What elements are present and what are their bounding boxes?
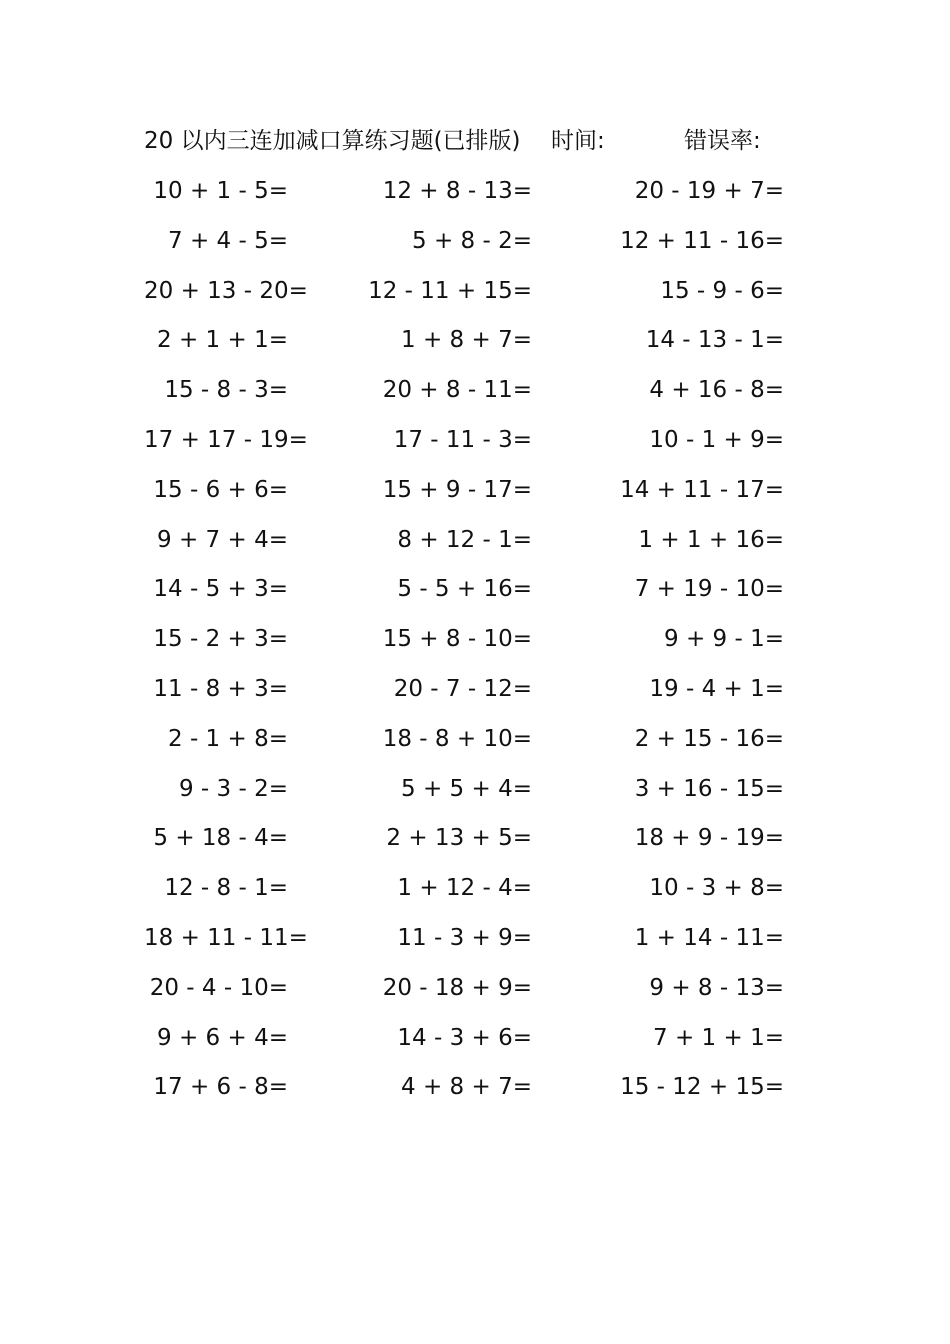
arithmetic-problem: 17 + 17 - 19= (144, 426, 308, 453)
arithmetic-problem: 11 - 3 + 9= (397, 924, 532, 951)
arithmetic-problem: 14 - 5 + 3= (153, 576, 288, 603)
arithmetic-problem: 20 - 19 + 7= (634, 178, 784, 204)
arithmetic-problem: 10 + 1 - 5= (153, 178, 288, 204)
arithmetic-problem: 18 + 11 - 11= (144, 924, 308, 951)
arithmetic-problem: 9 + 9 - 1= (664, 626, 784, 653)
arithmetic-problem: 8 + 12 - 1= (397, 526, 532, 553)
arithmetic-problem: 17 - 11 - 3= (393, 426, 532, 453)
arithmetic-problem: 11 - 8 + 3= (153, 675, 288, 702)
arithmetic-problem: 3 + 16 - 15= (634, 775, 784, 802)
arithmetic-problem: 5 + 18 - 4= (153, 825, 288, 852)
arithmetic-problem: 12 + 11 - 16= (620, 227, 784, 254)
arithmetic-problem: 15 - 12 + 15= (620, 1074, 784, 1101)
worksheet-header (144, 124, 761, 158)
arithmetic-problem: 4 + 16 - 8= (649, 377, 784, 404)
arithmetic-problem: 15 + 9 - 17= (382, 476, 532, 503)
arithmetic-problem: 9 - 3 - 2= (178, 775, 288, 802)
arithmetic-problem: 10 - 3 + 8= (649, 875, 784, 902)
arithmetic-problem: 2 + 1 + 1= (157, 327, 288, 354)
problem-grid (144, 173, 784, 1119)
arithmetic-problem: 1 + 8 + 7= (401, 327, 532, 354)
arithmetic-problem: 9 + 8 - 13= (649, 974, 784, 1001)
arithmetic-problem: 18 + 9 - 19= (634, 825, 784, 852)
arithmetic-problem: 20 + 13 - 20= (144, 277, 308, 304)
arithmetic-problem: 17 + 6 - 8= (153, 1074, 288, 1101)
worksheet-title: 20 以内三连加减口算练习题(已排版) (144, 128, 521, 154)
error-rate-label: 错误率: (684, 128, 761, 154)
arithmetic-problem: 20 - 7 - 12= (393, 675, 532, 702)
arithmetic-problem: 7 + 4 - 5= (168, 227, 288, 254)
time-label: 时间: (551, 128, 605, 154)
arithmetic-problem: 9 + 6 + 4= (157, 1024, 288, 1051)
arithmetic-problem: 14 + 11 - 17= (620, 476, 784, 503)
arithmetic-problem: 12 + 8 - 13= (382, 178, 532, 204)
arithmetic-problem: 1 + 14 - 11= (634, 924, 784, 951)
arithmetic-problem: 15 - 8 - 3= (164, 377, 288, 404)
arithmetic-problem: 1 + 1 + 16= (638, 526, 784, 553)
arithmetic-problem: 12 - 8 - 1= (164, 875, 288, 902)
arithmetic-problem: 7 + 1 + 1= (653, 1024, 784, 1051)
arithmetic-problem: 9 + 7 + 4= (157, 526, 288, 553)
arithmetic-problem: 2 - 1 + 8= (168, 725, 288, 752)
arithmetic-problem: 2 + 15 - 16= (634, 725, 784, 752)
arithmetic-problem: 14 - 3 + 6= (397, 1024, 532, 1051)
arithmetic-problem: 15 + 8 - 10= (382, 626, 532, 653)
arithmetic-problem: 15 - 6 + 6= (153, 476, 288, 503)
arithmetic-problem: 4 + 8 + 7= (401, 1074, 532, 1101)
arithmetic-problem: 20 - 18 + 9= (382, 974, 532, 1001)
arithmetic-problem: 2 + 13 + 5= (386, 825, 532, 852)
arithmetic-problem: 15 - 9 - 6= (660, 277, 784, 304)
arithmetic-problem: 5 + 8 - 2= (412, 227, 532, 254)
arithmetic-problem: 5 - 5 + 16= (397, 576, 532, 603)
arithmetic-problem: 10 - 1 + 9= (649, 426, 784, 453)
arithmetic-problem: 1 + 12 - 4= (397, 875, 532, 902)
arithmetic-problem: 20 + 8 - 11= (382, 377, 532, 404)
arithmetic-problem: 5 + 5 + 4= (401, 775, 532, 802)
arithmetic-problem: 7 + 19 - 10= (634, 576, 784, 603)
arithmetic-problem: 15 - 2 + 3= (153, 626, 288, 653)
arithmetic-problem: 20 - 4 - 10= (149, 974, 288, 1001)
arithmetic-problem: 19 - 4 + 1= (649, 675, 784, 702)
arithmetic-problem: 12 - 11 + 15= (368, 277, 532, 304)
arithmetic-problem: 18 - 8 + 10= (382, 725, 532, 752)
arithmetic-problem: 14 - 13 - 1= (645, 327, 784, 354)
